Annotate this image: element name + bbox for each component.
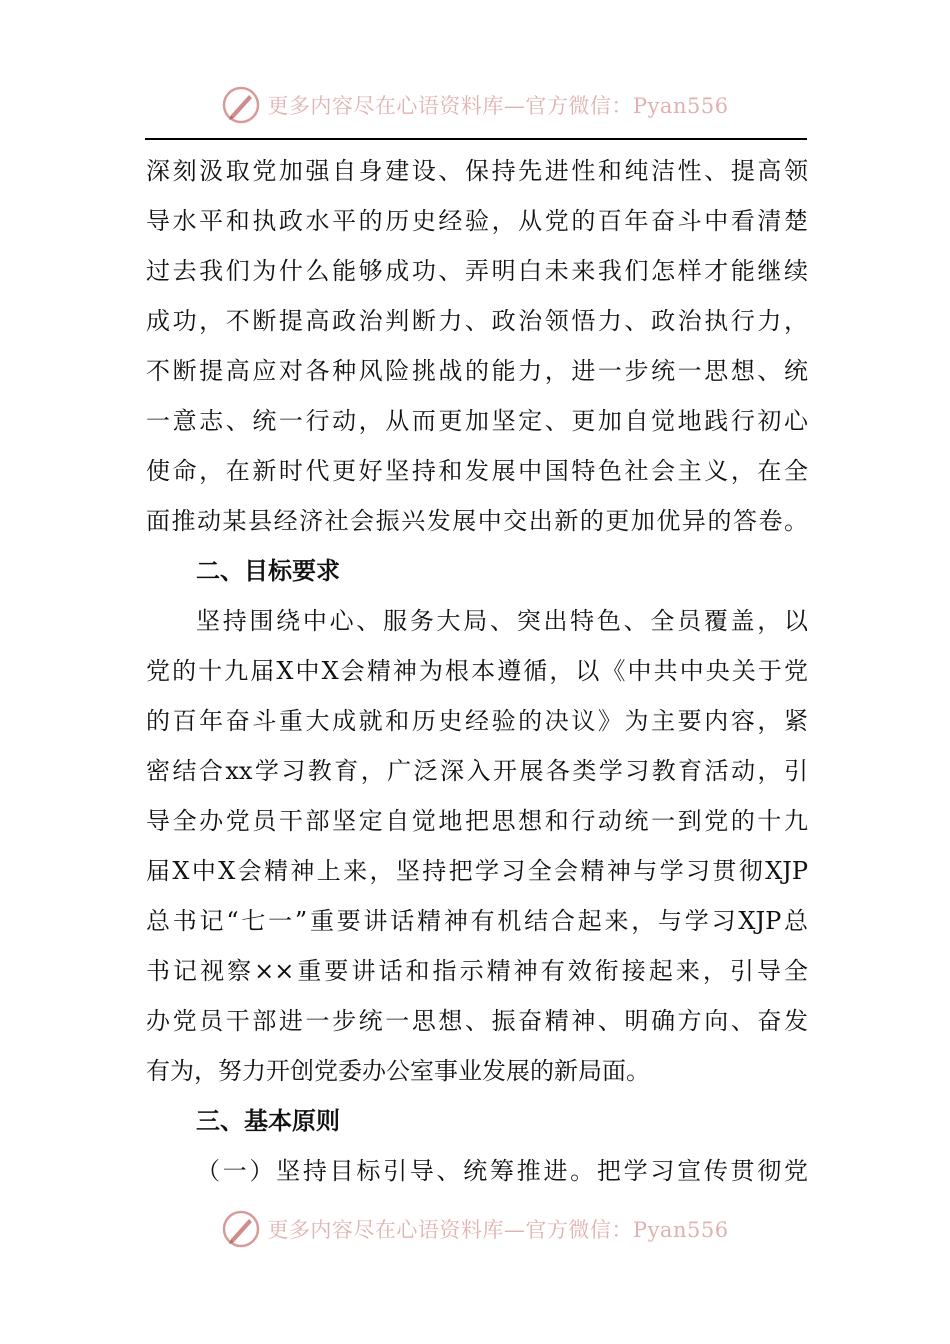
paragraph-line: （一）坚持目标引导、统筹推进。把学习宣传贯彻党 [196,1157,808,1185]
paragraph-line: 使命，在新时代更好坚持和发展中国特色社会主义，在全 [146,457,808,485]
paragraph-line: 过去我们为什么能够成功、弄明白未来我们怎样才能继续 [146,257,808,285]
paragraph-line: 导水平和执政水平的历史经验，从党的百年奋斗中看清楚 [146,207,808,235]
paragraph-line: 的百年奋斗重大成就和历史经验的决议》为主要内容，紧 [146,707,808,735]
paragraph-line: 坚持围绕中心、服务大局、突出特色、全员覆盖，以 [196,607,808,635]
banner-text: 更多内容尽在心语资料库—官方微信：Pyan556 [267,1218,729,1242]
footer-banner [0,1204,950,1254]
paragraph-line: 党的十九届X中X会精神为根本遵循，以《中共中央关于党 [146,657,808,685]
paragraph-line: 办党员干部进一步统一思想、振奋精神、明确方向、奋发 [146,1007,808,1035]
pen-logo-icon [221,1209,261,1249]
pen-logo-icon [221,85,261,125]
paragraph-line: 一意志、统一行动，从而更加坚定、更加自觉地践行初心 [146,407,808,435]
paragraph-line: 书记视察××重要讲话和指示精神有效衔接起来，引导全 [146,957,808,985]
paragraph-line: 深刻汲取党加强自身建设、保持先进性和纯洁性、提高领 [146,157,808,185]
paragraph-line: 有为，努力开创党委办公室事业发展的新局面。 [146,1057,650,1085]
paragraph-line: 导全办党员干部坚定自觉地把思想和行动统一到党的十九 [146,807,808,835]
header-divider [145,138,807,140]
header-banner [0,80,950,130]
document-body [146,146,808,1196]
paragraph-line: 届X中X会精神上来，坚持把学习全会精神与学习贯彻XJP [146,857,808,885]
paragraph-line: 成功，不断提高政治判断力、政治领悟力、政治执行力， [146,307,808,335]
paragraph-line: 不断提高应对各种风险挑战的能力，进一步统一思想、统 [146,357,808,385]
section-heading-principles: 三、基本原则 [196,1107,340,1135]
section-heading-goals: 二、目标要求 [196,557,340,585]
paragraph-line: 面推动某县经济社会振兴发展中交出新的更加优异的答卷。 [146,507,808,535]
paragraph-line: 总书记“七一”重要讲话精神有机结合起来，与学习XJP总 [146,907,808,935]
paragraph-line: 密结合xx学习教育，广泛深入开展各类学习教育活动，引 [146,757,808,785]
banner-text: 更多内容尽在心语资料库—官方微信：Pyan556 [267,94,729,118]
